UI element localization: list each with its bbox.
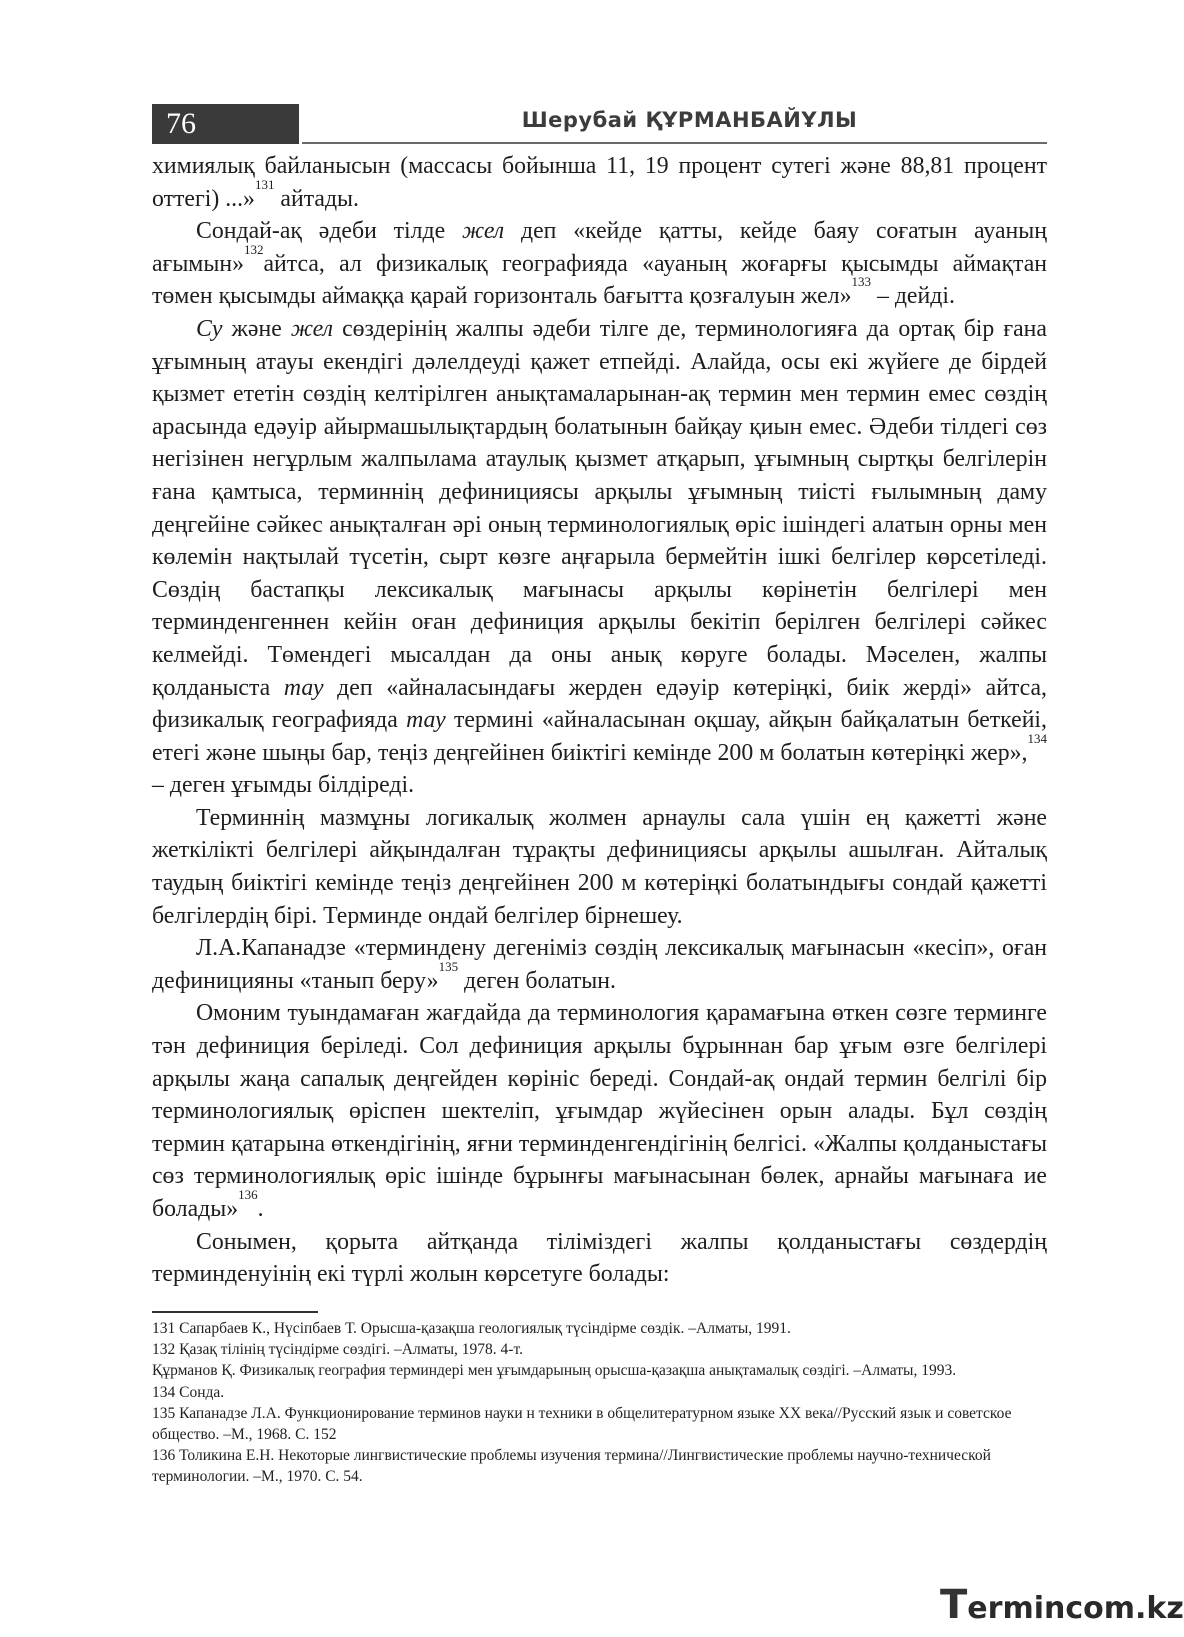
paragraph: Сонымен, қорыта айтқанда тіліміздегі жалпы қолданыстағы сөздердің терминденуінің екі түрлі жолын көрсетуге болады: (152, 1228, 1047, 1288)
page-header (152, 104, 1047, 146)
termincom-watermark: Termincom.kz (940, 1582, 1184, 1628)
page-number: 76 (166, 107, 196, 140)
body-text (152, 150, 1047, 1291)
footnote: Құрманов Қ. Физикалық география терминдері мен ұғымдарының орысша-қазақша анықтамалық сөздігі. –Алматы, 1993. (152, 1362, 957, 1380)
running-author: Шерубай ҚҰРМАНБАЙҰЛЫ (521, 108, 858, 132)
paragraph: Сондай-ақ әдеби тілде жел деп «кейде қатты, кейде баяу соғатын ауаның ағымын»$^{132}$айтса, ал физикалық географияда «ауаның жоғарғы қысымды аймақтан төмен қысымды аймаққа қарай горизонталь бағытта қозғалуын жел»$^{133}$ – дейді. (152, 218, 1048, 310)
paragraph: Су және жел сөздерінің жалпы әдеби тілге де, терминологияға да ортақ бір ғана ұғымның атауы екендігі дәлелдеуді қажет етпейді. Алайда, осы екі жүйеге де бірдей қызмет ететін сөздің келтірілген анықтамаларынан-ақ термин мен термин емес сөздің арасында едәуір айырмашылықтардың болатынын байқау қиын емес. Әдеби тілдегі сөз негізінен негұрлым жалпылама атаулық қызмет атқарып, ұғымның сыртқы белгілерін ғана қамтыса, терминнің дефинициясы арқылы ұғымның тиісті ғылымның даму деңгейіне сәйкес анықталған әрі оның терминологиялық өріс ішіндегі алатын орны мен көлемін нақтылай түсетін, сырт көзге аңғарыла бермейтін ішкі белгілер көрсетіледі. Сөздің бастапқы лексикалық мағынасы арқылы көрінетін белгілері мен терминденгеннен кейін оған дефиниция арқылы бекітіп берілген белгілері сәйкес келмейді. Төмендегі мысалдан да оны анық көруге болады. Мәселен, жалпы қолданыста тау деп «айналасындағы жерден едәуір көтеріңкі, биік жерді» айтса, физикалық географияда тау термині «айналасынан оқшау, айқын байқалатын беткейі, етегі және шыңы бар, теңіз деңгейінен биіктігі кемінде 200 м болатын көтеріңкі жер»,$^{134}$ – деген ұғымды білдіреді. (152, 315, 1047, 799)
paragraph: Терминнің мазмұны логикалық жолмен арнаулы сала үшін ең қажетті және жеткілікті белгілері айқындалған тұрақты дефинициясы арқылы ашылған. Айталық таудың биіктігі кемінде теңіз деңгейінен 200 м көтеріңкі болатындығы сондай қажетті белгілердің бірі. Терминде ондай белгілер бірнешеу. (152, 804, 1047, 929)
paragraph: химиялық байланысын (массасы бойынша 11, 19 процент сутегі және 88,81 процент оттегі) ...»$^{131}$ айтады. (152, 153, 1047, 212)
paragraph: Л.А.Капанадзе «терминдену дегеніміз сөздің лексикалық мағынасын «кесіп», оған дефиницияны «танып беру»$^{135}$ деген болатын. (152, 935, 1047, 994)
page-number-box (152, 104, 299, 144)
footnote: 131 Сапарбаев К., Нүсіпбаев Т. Орысша-қазақша геологиялық түсіндірме сөздік. –Алматы, 1991. (152, 1320, 791, 1337)
paragraph: Омоним туындамаған жағдайда да терминология қарамағына өткен сөзге терминге тән дефиниция беріледі. Сол дефиниция арқылы бұрыннан бар ұғым өзге белгілері арқылы жаңа сапалық деңгейден көрініс береді. Сондай-ақ ондай термин белгілі бір терминологиялық өріспен шектеліп, ұғымдар жүйесінен орын алады. Бұл сөздің термин қатарына өткендігінің, яғни терминденгендігінің белгісі. «Жалпы қолданыстағы сөз терминологиялық өріс ішінде бұрынғы мағынасынан бөлек, арнайы мағынаға ие болады»$^{136}$. (152, 1000, 1047, 1222)
footnote: 132 Қазақ тілінің түсіндірме сөздігі. –Алматы, 1978. 4-т. (152, 1341, 523, 1359)
footnote: 135 Капанадзе Л.А. Функционирование терминов науки н техники в общелитературном языке XX века//Русский язык и советское общество. –М., 1968. С. 152 (152, 1404, 1012, 1444)
header-rule (302, 142, 1047, 144)
footnote: 136 Толикина Е.Н. Некоторые лингвистические проблемы изучения термина//Лингвистические проблемы научно-технической терминологии. –М., 1970. С. 54. (152, 1447, 991, 1486)
footnote-rule (152, 1311, 318, 1313)
footnotes (152, 1318, 1047, 1488)
footnote: 134 Сонда. (152, 1383, 225, 1401)
